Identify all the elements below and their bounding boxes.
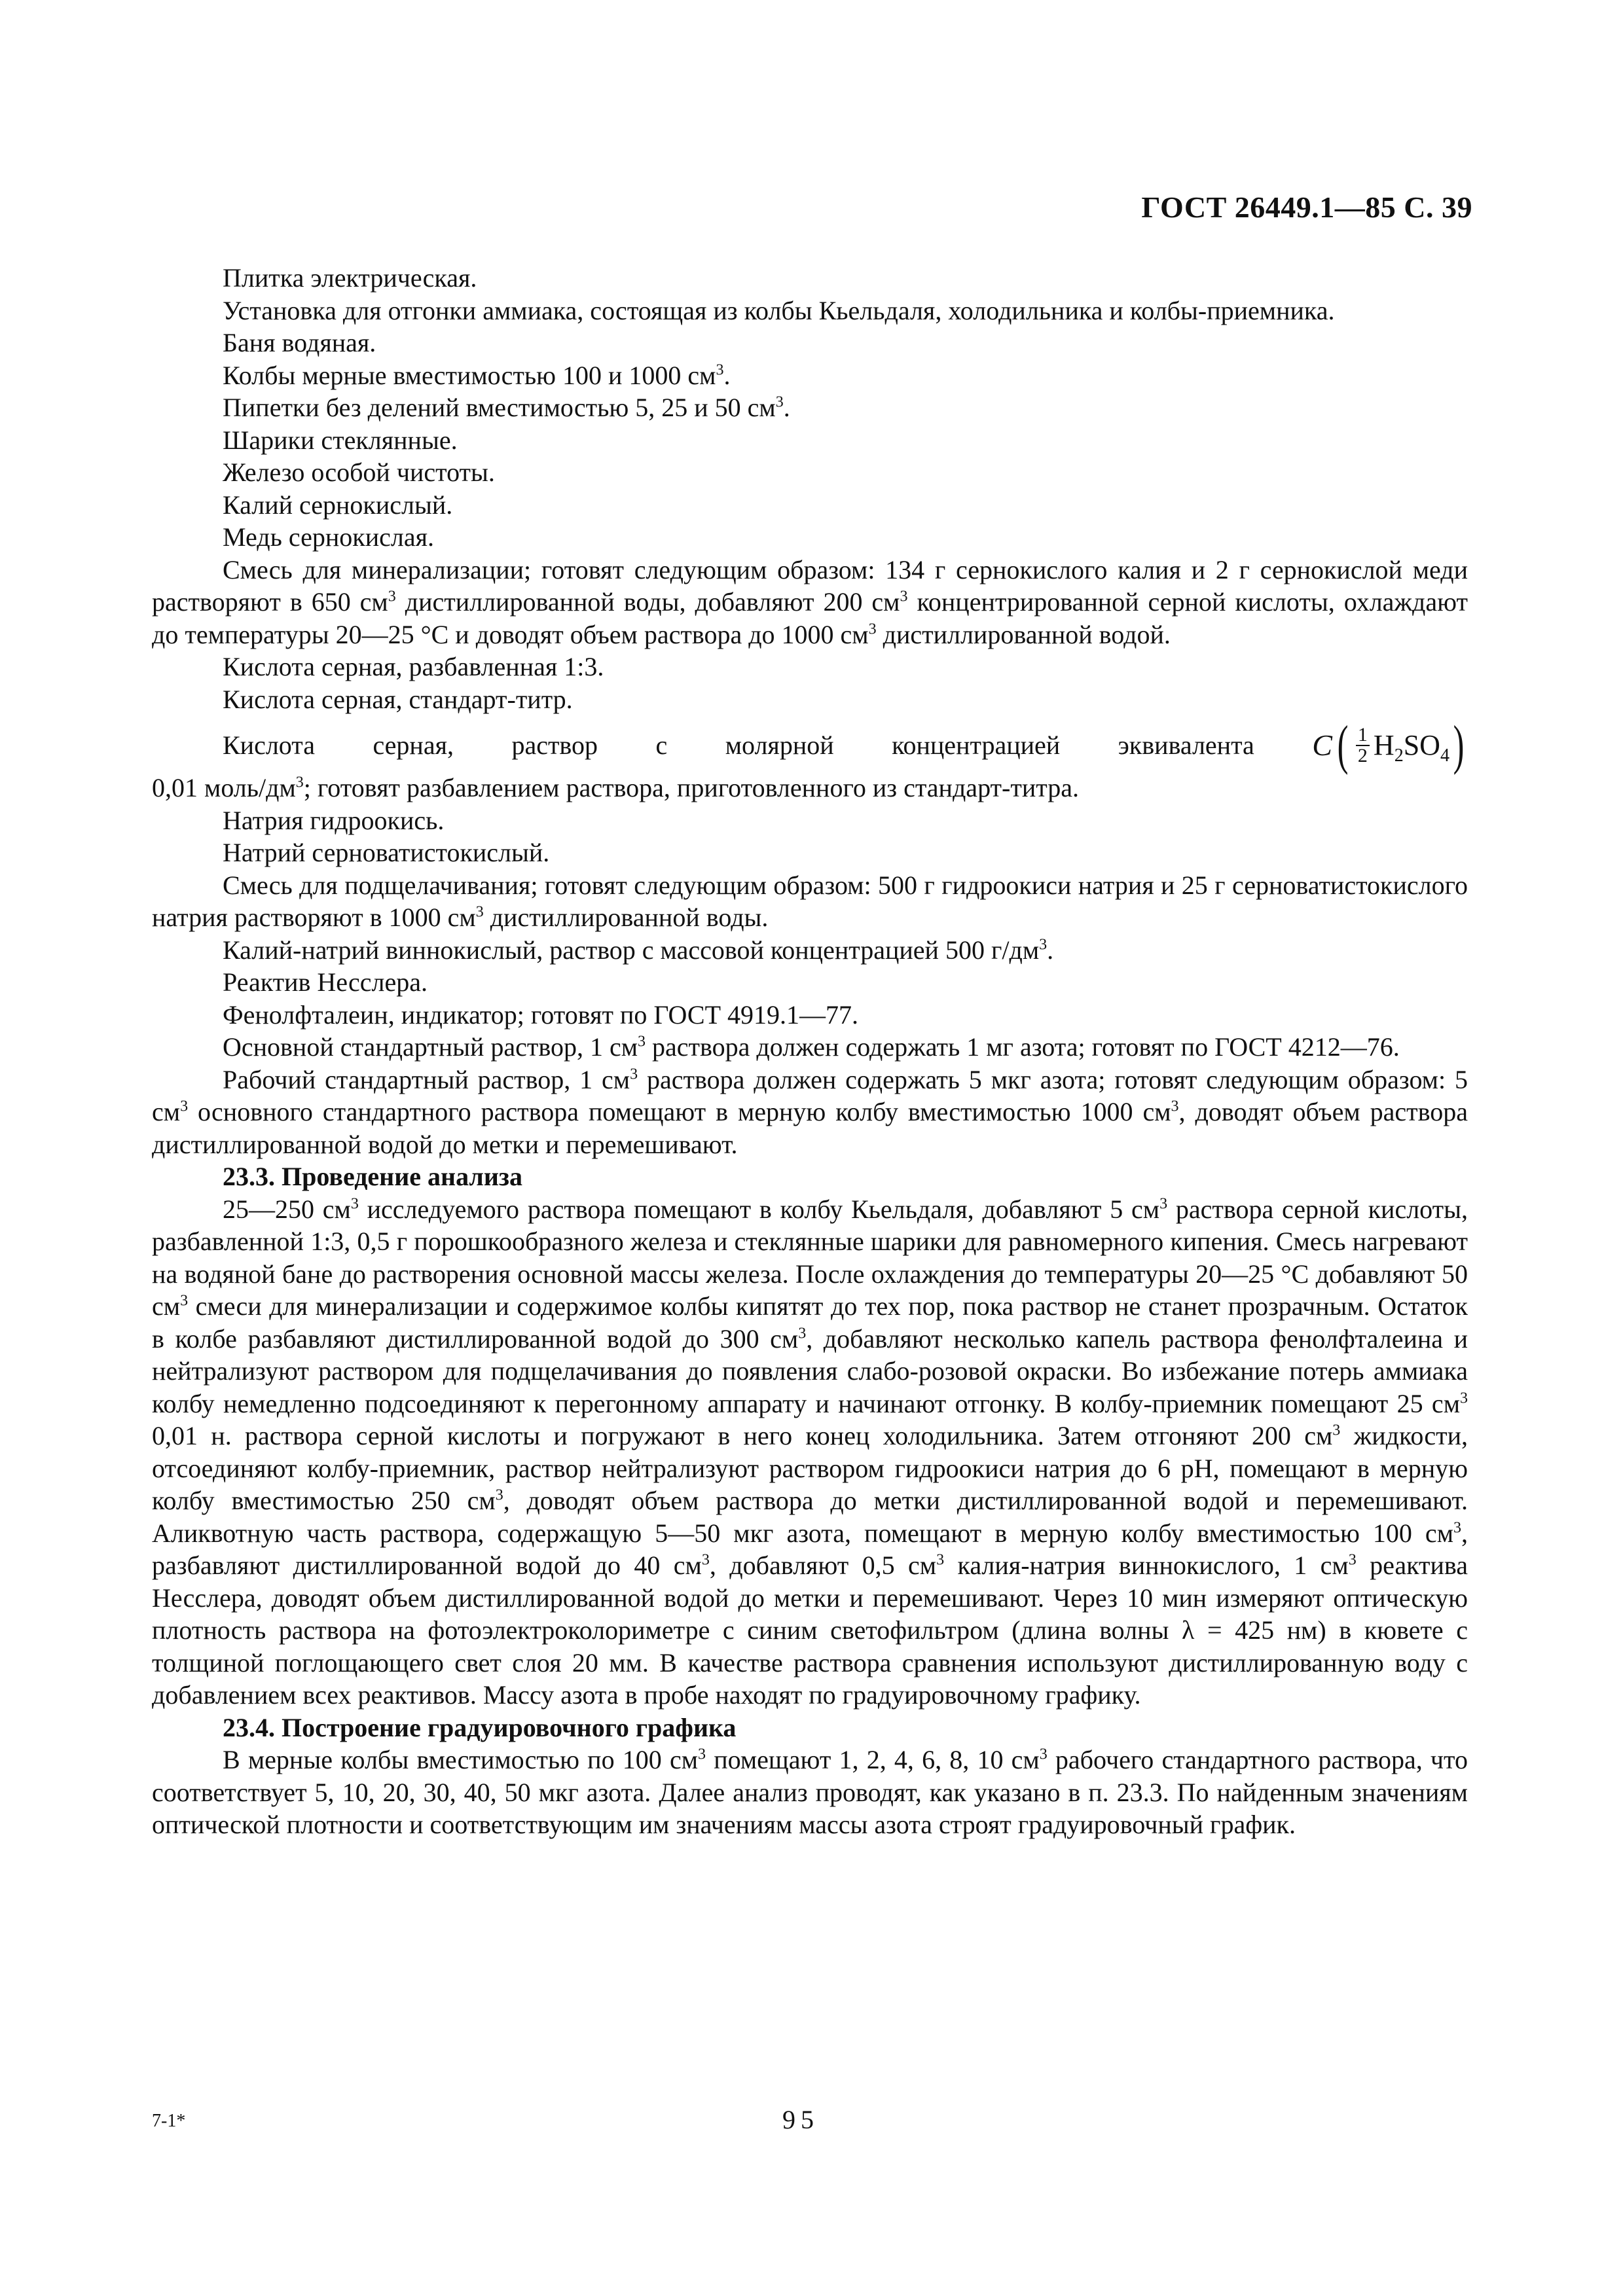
item-natriy-sernovatistokisly: Натрий серноватистокислый.: [223, 838, 550, 867]
item-kaliy: Калий сернокислый.: [223, 490, 453, 520]
item-med: Медь сернокислая.: [223, 522, 434, 552]
page-number: 95: [782, 2105, 819, 2134]
section-heading-23-4: 23.4. Построение градуировочного графика: [223, 1712, 737, 1742]
item-shariki: Шарики стеклянные.: [223, 425, 458, 455]
document-body: [152, 262, 1468, 1841]
item-kislota-standart-titr: Кислота серная, стандарт-титр.: [223, 684, 573, 714]
item-kislota-razbavlennaya: Кислота серная, разбавленная 1:3.: [223, 652, 604, 681]
equivalent-concentration-formula: C ( $\frac{1}{2}$ $H_2SO_4$ ): [1312, 715, 1465, 776]
item-fenolftalein: Фенолфталеин, индикатор; готовят по ГОСТ 4919.1—77.: [223, 999, 858, 1030]
item-kaliy-natriy: Калий-натрий виннокислый, раствор с массовой концентрацией 500 $г/дм^3$.: [223, 935, 1054, 965]
item-rabochiy-rastvor: Рабочий стандартный раствор, 1 $см^3$ раствора должен содержать 5 мкг азота; готовят следующим образом: 5 $см^3$ основного стандартного раствора помещают в мерную колбу вместимостью 1000 $см^3$, доводят объем раствора дистиллированной водой до метки и перемешивают.: [152, 1064, 1468, 1159]
item-kolby: Колбы мерные вместимостью 100 и 1000 $см^3$.: [223, 360, 731, 390]
item-osnovnoy-rastvor: Основной стандартный раствор, 1 $см^3$ раствора должен содержать 1 мг азота; готовят по ГОСТ 4212—76.: [223, 1032, 1400, 1062]
kislota-rastvor-continuation: 0,01 моль/$дм^3$; готовят разбавлением раствора, приготовленного из стандарт-титра.: [152, 773, 1079, 802]
item-smes-podschelachivaniya: Смесь для подщелачивания; готовят следующим образом: 500 г гидроокиси натрия и 25 г серноватистокислого натрия растворяют в 1000 $см^3$ дистиллированной воды.: [152, 870, 1468, 932]
kislota-rastvor-line: Кислота серная, раствор с молярной концентрацией эквивалента C ( $\frac{1}{2}$ $H_2SO_4$ ): [152, 719, 1468, 772]
item-pipetki: Пипетки без делений вместимостью 5, 25 и 50 $см^3$.: [223, 393, 790, 422]
item-plitka: Плитка электрическая.: [223, 263, 477, 293]
item-natriya-gidrookis: Натрия гидроокись.: [223, 805, 445, 835]
item-ustanovka: Установка для отгонки аммиака, состоящая из колбы Кьельдаля, холодильника и колбы-приемника.: [223, 295, 1335, 325]
document-header: ГОСТ 26449.1—85 С. 39: [1141, 190, 1472, 224]
footer-sheet-mark: 7-1*: [152, 2111, 186, 2131]
item-banya: Баня водяная.: [223, 328, 376, 357]
item-nessler: Реактив Несслера.: [223, 967, 428, 997]
section-heading-23-3: 23.3. Проведение анализа: [223, 1162, 522, 1191]
section-23-3-text: 25—250 $см^3$ исследуемого раствора помещают в колбу Кьельдаля, добавляют 5 $см^3$ раствора серной кислоты, разбавленной 1:3, 0,5 г порошкообразного железа и стеклянные шарики для равномерного кипения. Смесь нагревают на водяной бане до растворения основной массы железа. После охлаждения до температуры 20—25 °С добавляют 50 $см^3$ смеси для минерализации и содержимое колбы кипятят до тех пор, пока раствор не станет прозрачным. Остаток в колбе разбавляют дистиллированной водой до 300 $см^3$, добавляют несколько капель раствора фенолфталеина и нейтрализуют раствором для подщелачивания до появления слабо-розовой окраски. Во избежание потерь аммиака колбу немедленно подсоединяют к перегонному аппарату и начинают отгонку. В колбу-приемник помещают 25 $см^3$ 0,01 н. раствора серной кислоты и погружают в него конец холодильника. Затем отгоняют 200 $см^3$ жидкости, отсоединяют колбу-приемник, раствор нейтрализуют раствором гидроокиси натрия до 6 рН, помещают в мерную колбу вместимостью 250 $см^3$, доводят объем раствора до метки дистиллированной водой и перемешивают. Аликвотную часть раствора, содержащую 5—50 мкг азота, помещают в мерную колбу вместимостью 100 $см^3$, разбавляют дистиллированной водой до 40 $см^3$, добавляют 0,5 $см^3$ калия-натрия виннокислого, 1 $см^3$ реактива Несслера, доводят объем дистиллированной водой до метки и перемешивают. Через 10 мин измеряют оптическую плотность раствора на фотоэлектроколориметре с синим светофильтром (длина волны λ = 425 нм) в кювете с толщиной поглощающего свет слоя 20 мм. В качестве раствора сравнения используют дистиллированную воду с добавлением всех реактивов. Массу азота в пробе находят по градуировочному графику.: [152, 1194, 1468, 1710]
section-23-4-text: В мерные колбы вместимостью по 100 $см^3$ помещают 1, 2, 4, 6, 8, 10 $см^3$ рабочего стандартного раствора, что соответствует 5, 10, 20, 30, 40, 50 мкг азота. Далее анализ проводят, как указано в п. 23.3. По найденным значениям оптической плотности и соответствующим им значениям массы азота строят градуировочный график.: [152, 1745, 1468, 1839]
item-smes-mineralizacii: Смесь для минерализации; готовят следующим образом: 134 г сернокислого калия и 2 г сернокислой меди растворяют в 650 $см^3$ дистиллированной воды, добавляют 200 $см^3$ концентрированной серной кислоты, охлаждают до температуры 20—25 °С и доводят объем раствора до 1000 $см^3$ дистиллированной водой.: [152, 554, 1468, 649]
item-zhelezo: Железо особой чистоты.: [223, 457, 495, 487]
